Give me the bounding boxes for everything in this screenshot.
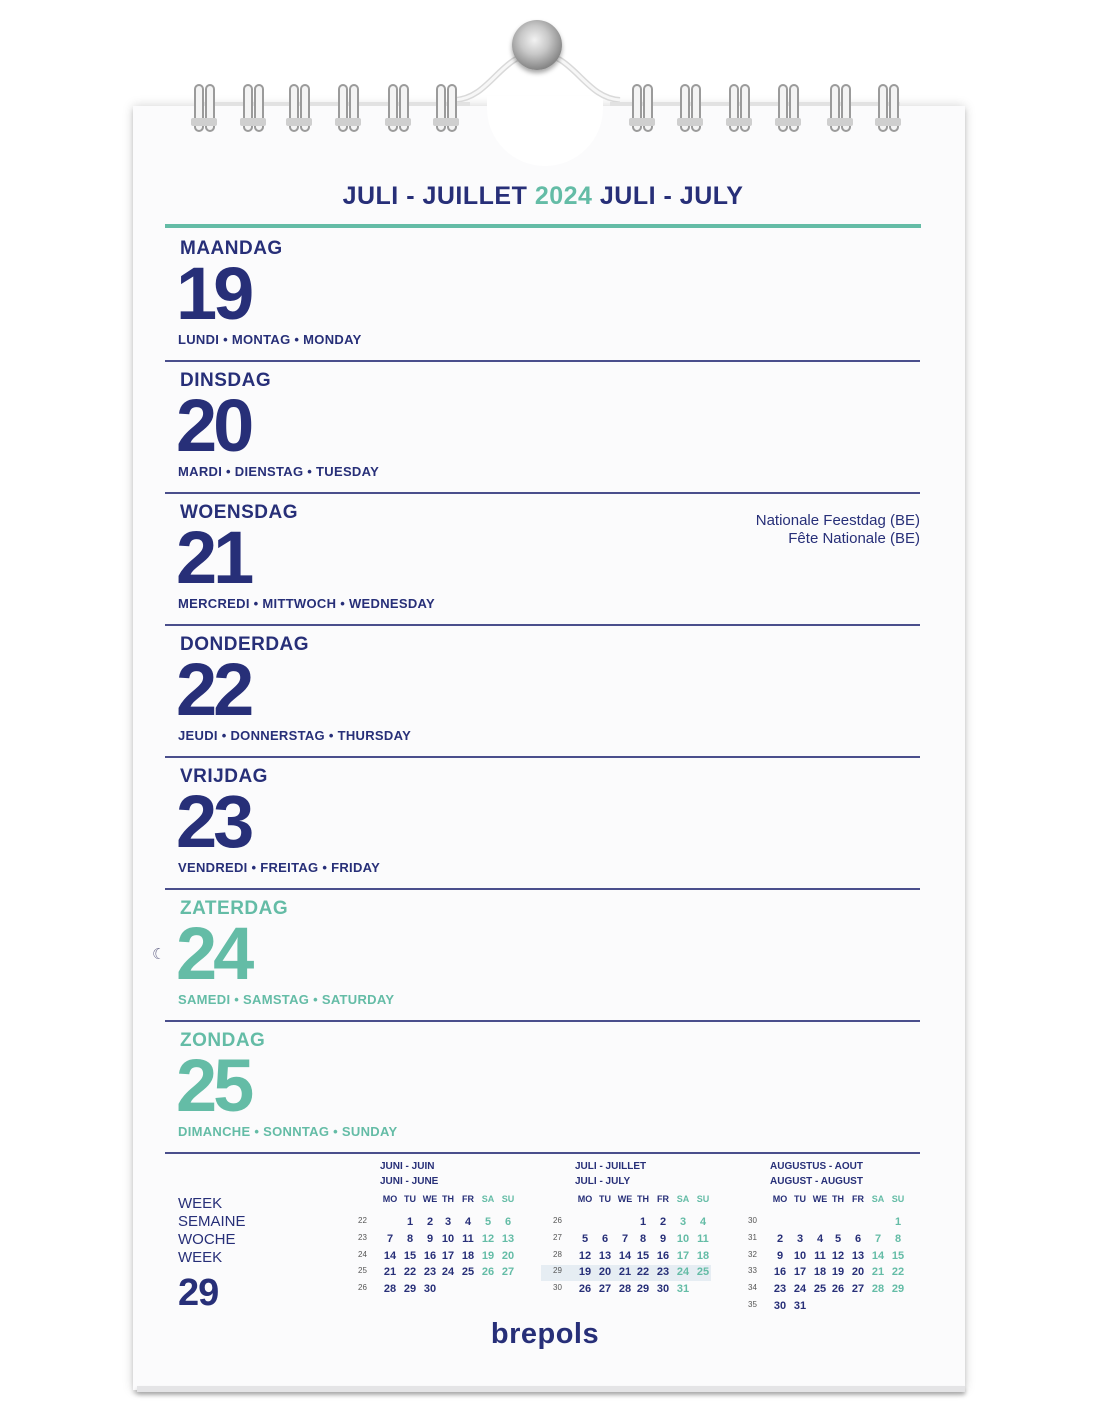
week-num: 23 bbox=[358, 1232, 367, 1242]
weekday-label: MO bbox=[577, 1194, 593, 1204]
weekday-label: TU bbox=[599, 1194, 611, 1204]
weekday-label: SA bbox=[676, 1194, 690, 1204]
date-cell: 15 bbox=[636, 1249, 650, 1262]
week-row bbox=[748, 1283, 918, 1299]
date-cell: 24 bbox=[676, 1266, 690, 1279]
day-name: ZATERDAG bbox=[180, 898, 289, 919]
day-row bbox=[165, 494, 920, 626]
date-cell: 30 bbox=[773, 1300, 787, 1312]
nail-icon bbox=[512, 20, 562, 70]
title-divider bbox=[165, 224, 921, 228]
date-cell: 9 bbox=[426, 1232, 434, 1245]
spiral-ring bbox=[878, 84, 898, 134]
month-title bbox=[165, 182, 921, 222]
date-cell: 28 bbox=[871, 1283, 885, 1296]
spiral-ring bbox=[194, 84, 214, 134]
weekday-label: TH bbox=[832, 1194, 844, 1204]
day-translations: JEUDI • DONNERSTAG • THURSDAY bbox=[178, 728, 412, 743]
spiral-ring bbox=[436, 84, 456, 134]
date-cell: 14 bbox=[618, 1249, 632, 1262]
day-number: 21 bbox=[176, 516, 251, 599]
date-cell: 29 bbox=[403, 1283, 417, 1296]
date-cell: 24 bbox=[793, 1283, 807, 1296]
day-row bbox=[165, 758, 920, 890]
week-row bbox=[358, 1216, 528, 1232]
date-cell: 9 bbox=[659, 1232, 667, 1245]
spiral-ring bbox=[388, 84, 408, 134]
date-cell: 2 bbox=[776, 1232, 784, 1245]
week-row bbox=[553, 1283, 723, 1299]
date-cell: 21 bbox=[871, 1266, 885, 1279]
week-num: 25 bbox=[358, 1266, 367, 1276]
week-num: 30 bbox=[553, 1283, 562, 1293]
sheet-stack-edge bbox=[137, 1386, 965, 1392]
day-row bbox=[165, 1022, 920, 1154]
week-row bbox=[748, 1250, 918, 1266]
spiral-ring bbox=[338, 84, 358, 134]
last-quarter-moon-icon: ☾ bbox=[152, 945, 166, 963]
weekday-label: SA bbox=[871, 1194, 885, 1204]
week-row bbox=[358, 1283, 528, 1299]
spiral-ring bbox=[243, 84, 263, 134]
week-row bbox=[358, 1250, 528, 1266]
date-cell: 18 bbox=[461, 1249, 475, 1262]
holiday-note-nl: Nationale Feestdag (BE) bbox=[755, 512, 920, 529]
weekday-header bbox=[748, 1194, 905, 1206]
date-cell: 4 bbox=[816, 1232, 824, 1245]
date-cell: 21 bbox=[383, 1266, 397, 1279]
day-name: DINSDAG bbox=[180, 370, 272, 391]
date-cell: 10 bbox=[793, 1249, 807, 1262]
weekday-label: MO bbox=[382, 1194, 398, 1204]
week-label bbox=[178, 1195, 246, 1267]
mini-calendar-title: JUNI - JUIN bbox=[380, 1161, 435, 1172]
date-cell: 5 bbox=[581, 1232, 589, 1245]
week-num: 26 bbox=[358, 1283, 367, 1293]
day-number: 22 bbox=[176, 648, 251, 731]
date-cell: 8 bbox=[639, 1232, 647, 1245]
date-cell: 3 bbox=[796, 1232, 804, 1245]
date-cell: 2 bbox=[659, 1216, 667, 1228]
mini-calendar-subtitle: JULI - JULY bbox=[575, 1176, 631, 1187]
day-name: VRIJDAG bbox=[180, 766, 268, 787]
week-num: 33 bbox=[748, 1266, 757, 1276]
weekday-label: SU bbox=[891, 1194, 905, 1204]
day-name: ZONDAG bbox=[180, 1030, 266, 1051]
weekday-label: FR bbox=[657, 1194, 669, 1204]
week-num: 31 bbox=[748, 1232, 757, 1242]
date-cell: 22 bbox=[403, 1266, 417, 1279]
weekday-label: WE bbox=[422, 1194, 438, 1204]
date-cell: 17 bbox=[793, 1266, 807, 1279]
week-row bbox=[553, 1266, 723, 1282]
date-cell: 16 bbox=[656, 1249, 670, 1262]
day-number: 19 bbox=[176, 252, 251, 335]
week-row bbox=[553, 1250, 723, 1266]
date-cell: 1 bbox=[406, 1216, 414, 1228]
week-row bbox=[748, 1216, 918, 1232]
weekday-header bbox=[358, 1194, 515, 1206]
date-cell: 15 bbox=[403, 1249, 417, 1262]
week-number: 29 bbox=[178, 1272, 219, 1314]
date-cell: 18 bbox=[813, 1266, 827, 1279]
mini-calendar-title: AUGUSTUS - AOUT bbox=[770, 1161, 863, 1172]
date-cell: 6 bbox=[504, 1216, 512, 1228]
weekday-label: SA bbox=[481, 1194, 495, 1204]
week-row bbox=[553, 1216, 723, 1232]
week-num: 32 bbox=[748, 1249, 757, 1259]
date-cell: 26 bbox=[481, 1266, 495, 1279]
spiral-ring bbox=[729, 84, 749, 134]
day-name: DONDERDAG bbox=[180, 634, 310, 655]
day-translations: VENDREDI • FREITAG • FRIDAY bbox=[178, 860, 381, 875]
date-cell: 12 bbox=[481, 1232, 495, 1245]
date-cell: 1 bbox=[894, 1216, 902, 1228]
date-cell: 5 bbox=[484, 1216, 492, 1228]
date-cell: 6 bbox=[854, 1232, 862, 1245]
date-cell: 19 bbox=[831, 1266, 845, 1279]
weekday-label: TU bbox=[794, 1194, 806, 1204]
week-num: 22 bbox=[358, 1216, 367, 1225]
date-cell: 17 bbox=[441, 1249, 455, 1262]
spiral-ring bbox=[680, 84, 700, 134]
date-cell: 7 bbox=[621, 1232, 629, 1245]
date-cell: 23 bbox=[656, 1266, 670, 1279]
date-cell: 30 bbox=[423, 1283, 437, 1296]
date-cell: 18 bbox=[696, 1249, 710, 1262]
date-cell: 5 bbox=[834, 1232, 842, 1245]
day-row bbox=[165, 626, 920, 758]
week-label-fr: SEMAINE bbox=[178, 1213, 246, 1230]
week-row bbox=[748, 1266, 918, 1282]
date-cell: 25 bbox=[461, 1266, 475, 1279]
date-cell: 29 bbox=[891, 1283, 905, 1296]
date-cell: 12 bbox=[831, 1249, 845, 1262]
weekday-label: MO bbox=[772, 1194, 788, 1204]
date-cell: 8 bbox=[406, 1232, 414, 1245]
weekday-label: FR bbox=[462, 1194, 474, 1204]
weekday-label: SU bbox=[501, 1194, 515, 1204]
week-num: 26 bbox=[553, 1216, 562, 1225]
weekday-label: SU bbox=[696, 1194, 710, 1204]
date-cell: 7 bbox=[386, 1232, 394, 1245]
date-cell: 6 bbox=[601, 1232, 609, 1245]
date-cell: 4 bbox=[699, 1216, 707, 1228]
date-cell: 3 bbox=[444, 1216, 452, 1228]
holiday-note-fr: Fête Nationale (BE) bbox=[788, 530, 920, 547]
week-row bbox=[748, 1233, 918, 1249]
date-cell: 27 bbox=[501, 1266, 515, 1279]
date-cell: 2 bbox=[426, 1216, 434, 1228]
date-cell: 13 bbox=[501, 1232, 515, 1245]
date-cell: 20 bbox=[851, 1266, 865, 1279]
date-cell: 28 bbox=[383, 1283, 397, 1296]
date-cell: 23 bbox=[423, 1266, 437, 1279]
date-cell: 20 bbox=[598, 1266, 612, 1279]
brand-logo: brepols bbox=[490, 1318, 600, 1350]
week-num: 29 bbox=[553, 1266, 562, 1276]
week-num: 34 bbox=[748, 1283, 757, 1293]
date-cell: 27 bbox=[598, 1283, 612, 1296]
date-cell: 29 bbox=[636, 1283, 650, 1296]
day-name: WOENSDAG bbox=[180, 502, 298, 523]
date-cell: 19 bbox=[481, 1249, 495, 1262]
week-row bbox=[358, 1233, 528, 1249]
date-cell: 28 bbox=[618, 1283, 632, 1296]
weekday-label: TH bbox=[637, 1194, 649, 1204]
day-divider bbox=[165, 1152, 920, 1154]
date-cell: 8 bbox=[894, 1232, 902, 1245]
date-cell: 13 bbox=[851, 1249, 865, 1262]
day-row bbox=[165, 362, 920, 494]
date-cell: 22 bbox=[891, 1266, 905, 1279]
date-cell: 1 bbox=[639, 1216, 647, 1228]
date-cell: 9 bbox=[776, 1249, 784, 1262]
title-left: JULI - JUILLET bbox=[342, 182, 528, 210]
date-cell: 11 bbox=[462, 1232, 474, 1245]
date-cell: 12 bbox=[578, 1249, 592, 1262]
mini-calendar-title: JULI - JUILLET bbox=[575, 1161, 647, 1172]
date-cell: 15 bbox=[891, 1249, 905, 1262]
date-cell: 31 bbox=[676, 1283, 690, 1296]
week-label-en: WEEK bbox=[178, 1249, 223, 1266]
day-translations: MERCREDI • MITTWOCH • WEDNESDAY bbox=[178, 596, 435, 611]
date-cell: 17 bbox=[676, 1249, 690, 1262]
date-cell: 10 bbox=[676, 1232, 690, 1245]
date-cell: 20 bbox=[501, 1249, 515, 1262]
date-cell: 3 bbox=[679, 1216, 687, 1228]
weekday-label: TU bbox=[404, 1194, 416, 1204]
week-row bbox=[358, 1266, 528, 1282]
spiral-ring bbox=[632, 84, 652, 134]
date-cell: 22 bbox=[636, 1266, 650, 1279]
spiral-ring bbox=[289, 84, 309, 134]
week-row bbox=[553, 1233, 723, 1249]
date-cell: 25 bbox=[813, 1283, 827, 1296]
day-row bbox=[165, 230, 920, 362]
holiday-note bbox=[756, 512, 920, 548]
date-cell: 26 bbox=[578, 1283, 592, 1296]
date-cell: 10 bbox=[441, 1232, 455, 1245]
day-translations: MARDI • DIENSTAG • TUESDAY bbox=[178, 464, 380, 479]
date-cell: 24 bbox=[441, 1266, 455, 1279]
mini-calendar-subtitle: AUGUST - AUGUST bbox=[770, 1176, 863, 1187]
day-translations: SAMEDI • SAMSTAG • SATURDAY bbox=[178, 992, 395, 1007]
week-num: 35 bbox=[748, 1300, 757, 1309]
weekday-header bbox=[553, 1194, 710, 1206]
date-cell: 23 bbox=[773, 1283, 787, 1296]
week-num: 28 bbox=[553, 1249, 562, 1259]
week-num: 24 bbox=[358, 1249, 367, 1259]
mini-calendar-subtitle: JUNI - JUNE bbox=[380, 1176, 439, 1187]
date-cell: 30 bbox=[656, 1283, 670, 1296]
date-cell: 16 bbox=[423, 1249, 437, 1262]
date-cell: 19 bbox=[578, 1266, 592, 1279]
title-year: 2024 bbox=[534, 182, 593, 210]
spiral-ring bbox=[830, 84, 850, 134]
date-cell: 14 bbox=[871, 1249, 885, 1262]
date-cell: 11 bbox=[814, 1249, 826, 1262]
weekday-label: TH bbox=[442, 1194, 454, 1204]
spiral-ring bbox=[778, 84, 798, 134]
day-name: MAANDAG bbox=[180, 238, 283, 259]
week-label-de: WOCHE bbox=[178, 1231, 236, 1248]
date-cell: 26 bbox=[831, 1283, 845, 1296]
day-number: 20 bbox=[176, 384, 251, 467]
date-cell: 25 bbox=[696, 1266, 710, 1279]
date-cell: 7 bbox=[874, 1232, 882, 1245]
date-cell: 14 bbox=[383, 1249, 397, 1262]
day-number: 24 bbox=[176, 912, 251, 995]
day-translations: LUNDI • MONTAG • MONDAY bbox=[178, 332, 362, 347]
week-num: 27 bbox=[553, 1232, 562, 1242]
date-cell: 21 bbox=[618, 1266, 632, 1279]
week-label-nl: WEEK bbox=[178, 1195, 223, 1212]
date-cell: 31 bbox=[793, 1300, 807, 1312]
title-right: JULI - JULY bbox=[599, 182, 744, 210]
date-cell: 11 bbox=[697, 1232, 709, 1245]
day-translations: DIMANCHE • SONNTAG • SUNDAY bbox=[178, 1124, 398, 1139]
weekday-label: WE bbox=[617, 1194, 633, 1204]
day-row bbox=[165, 890, 920, 1022]
date-cell: 16 bbox=[773, 1266, 787, 1279]
week-row bbox=[748, 1300, 918, 1316]
date-cell: 4 bbox=[464, 1216, 472, 1228]
weekday-label: WE bbox=[812, 1194, 828, 1204]
date-cell: 27 bbox=[851, 1283, 865, 1296]
day-number: 25 bbox=[176, 1044, 251, 1127]
week-num: 30 bbox=[748, 1216, 757, 1225]
weekday-label: FR bbox=[852, 1194, 864, 1204]
day-number: 23 bbox=[176, 780, 251, 863]
date-cell: 13 bbox=[598, 1249, 612, 1262]
